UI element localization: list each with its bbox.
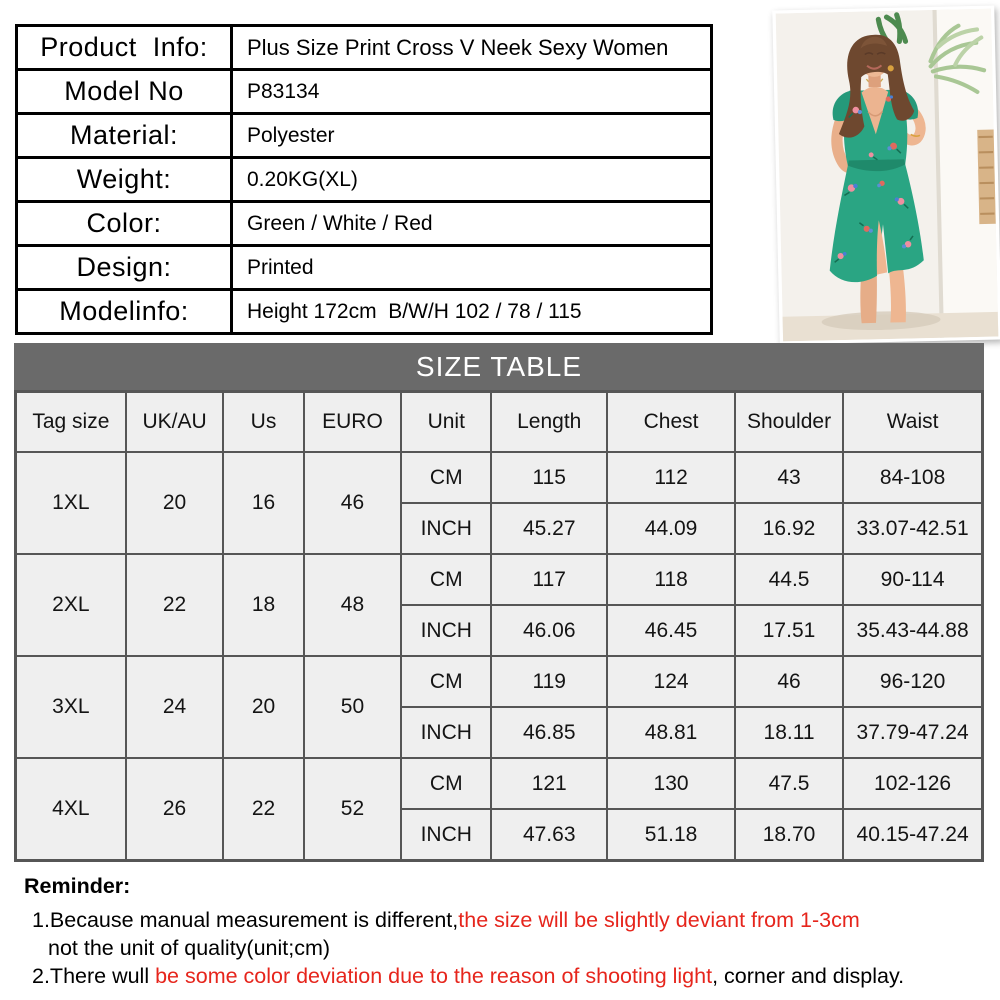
reminder-line3-black-b: , corner and display. — [712, 964, 905, 988]
info-label: Color: — [17, 202, 232, 246]
product-photo-illustration — [775, 9, 998, 342]
info-value: Height 172cm B/W/H 102 / 78 / 115 — [232, 290, 712, 334]
reminder-line1-red: the size will be slightly deviant from 1-3cm — [458, 908, 860, 932]
us-cell: 16 — [223, 452, 303, 554]
size-row-2xl-cm — [16, 554, 983, 605]
info-value: Green / White / Red — [232, 202, 712, 246]
waist-cell: 33.07-42.51 — [843, 503, 982, 554]
header-cell-uk-au: UK/AU — [126, 392, 224, 453]
shoulder-cell: 16.92 — [735, 503, 843, 554]
info-row — [17, 26, 712, 70]
shoulder-cell: 47.5 — [735, 758, 843, 809]
euro-cell: 48 — [304, 554, 402, 656]
us-cell: 18 — [223, 554, 303, 656]
unit-cell: INCH — [401, 503, 491, 554]
info-row — [17, 158, 712, 202]
waist-cell: 84-108 — [843, 452, 982, 503]
info-value: Polyester — [232, 114, 712, 158]
tag-cell: 2XL — [16, 554, 126, 656]
reminder-line1-black: 1.Because manual measurement is different, — [32, 908, 459, 932]
euro-cell: 46 — [304, 452, 402, 554]
header-cell-us: Us — [223, 392, 303, 453]
unit-cell: CM — [401, 758, 491, 809]
length-cell: 117 — [491, 554, 607, 605]
info-label: Product Info: — [17, 26, 232, 70]
uk-au-cell: 22 — [126, 554, 224, 656]
size-row-3xl-cm — [16, 656, 983, 707]
waist-cell: 90-114 — [843, 554, 982, 605]
info-value: 0.20KG(XL) — [232, 158, 712, 202]
shoulder-cell: 43 — [735, 452, 843, 503]
info-value: Plus Size Print Cross V Neek Sexy Women — [232, 26, 712, 70]
uk-au-cell: 26 — [126, 758, 224, 861]
length-cell: 121 — [491, 758, 607, 809]
reminder-line3-black-a: 2.There wull — [32, 964, 156, 988]
size-table — [14, 390, 984, 862]
size-table-title: SIZE TABLE — [14, 343, 984, 390]
shoulder-cell: 17.51 — [735, 605, 843, 656]
thatch-umbrella — [977, 130, 996, 225]
euro-cell: 52 — [304, 758, 402, 861]
chest-cell: 51.18 — [607, 809, 735, 861]
shoulder-cell: 44.5 — [735, 554, 843, 605]
info-label: Design: — [17, 246, 232, 290]
length-cell: 119 — [491, 656, 607, 707]
chest-cell: 118 — [607, 554, 735, 605]
waist-cell: 102-126 — [843, 758, 982, 809]
shoulder-cell: 18.70 — [735, 809, 843, 861]
length-cell: 46.85 — [491, 707, 607, 758]
info-value: P83134 — [232, 70, 712, 114]
size-table-section — [14, 343, 984, 862]
info-label: Modelinfo: — [17, 290, 232, 334]
waist-cell: 96-120 — [843, 656, 982, 707]
reminder-line-2: not the unit of quality(unit;cm) — [48, 936, 331, 960]
header-cell-euro: EURO — [304, 392, 402, 453]
unit-cell: CM — [401, 656, 491, 707]
us-cell: 20 — [223, 656, 303, 758]
uk-au-cell: 20 — [126, 452, 224, 554]
waist-cell: 35.43-44.88 — [843, 605, 982, 656]
tag-cell: 3XL — [16, 656, 126, 758]
chest-cell: 46.45 — [607, 605, 735, 656]
header-cell-unit: Unit — [401, 392, 491, 453]
unit-cell: CM — [401, 452, 491, 503]
chest-cell: 130 — [607, 758, 735, 809]
product-info-table — [15, 24, 713, 335]
chest-cell: 124 — [607, 656, 735, 707]
product-photo — [772, 6, 1000, 345]
reminder-line-3 — [32, 962, 974, 990]
reminder-line-1 — [32, 906, 974, 934]
unit-cell: INCH — [401, 605, 491, 656]
reminder-line3-red: be some color deviation due to the reason of shooting light — [155, 964, 713, 988]
unit-cell: INCH — [401, 809, 491, 861]
header-cell-chest: Chest — [607, 392, 735, 453]
header-cell-waist: Waist — [843, 392, 982, 453]
chest-cell: 44.09 — [607, 503, 735, 554]
unit-cell: INCH — [401, 707, 491, 758]
info-row — [17, 70, 712, 114]
chest-cell: 48.81 — [607, 707, 735, 758]
info-label: Weight: — [17, 158, 232, 202]
length-cell: 115 — [491, 452, 607, 503]
chest-cell: 112 — [607, 452, 735, 503]
info-label: Model No — [17, 70, 232, 114]
info-row — [17, 114, 712, 158]
uk-au-cell: 24 — [126, 656, 224, 758]
info-row — [17, 246, 712, 290]
reminder-section — [24, 872, 974, 990]
size-row-4xl-cm — [16, 758, 983, 809]
us-cell: 22 — [223, 758, 303, 861]
header-cell-tag-size: Tag size — [16, 392, 126, 453]
size-row-1xl-cm — [16, 452, 983, 503]
length-cell: 45.27 — [491, 503, 607, 554]
waist-cell: 37.79-47.24 — [843, 707, 982, 758]
length-cell: 47.63 — [491, 809, 607, 861]
header-cell-length: Length — [491, 392, 607, 453]
reminder-title: Reminder: — [24, 874, 131, 898]
tag-cell: 4XL — [16, 758, 126, 861]
info-value: Printed — [232, 246, 712, 290]
info-row — [17, 202, 712, 246]
info-label: Material: — [17, 114, 232, 158]
waist-cell: 40.15-47.24 — [843, 809, 982, 861]
info-row — [17, 290, 712, 334]
header-cell-shoulder: Shoulder — [735, 392, 843, 453]
unit-cell: CM — [401, 554, 491, 605]
shoulder-cell: 18.11 — [735, 707, 843, 758]
tag-cell: 1XL — [16, 452, 126, 554]
euro-cell: 50 — [304, 656, 402, 758]
shoulder-cell: 46 — [735, 656, 843, 707]
size-header-row — [16, 392, 983, 453]
length-cell: 46.06 — [491, 605, 607, 656]
